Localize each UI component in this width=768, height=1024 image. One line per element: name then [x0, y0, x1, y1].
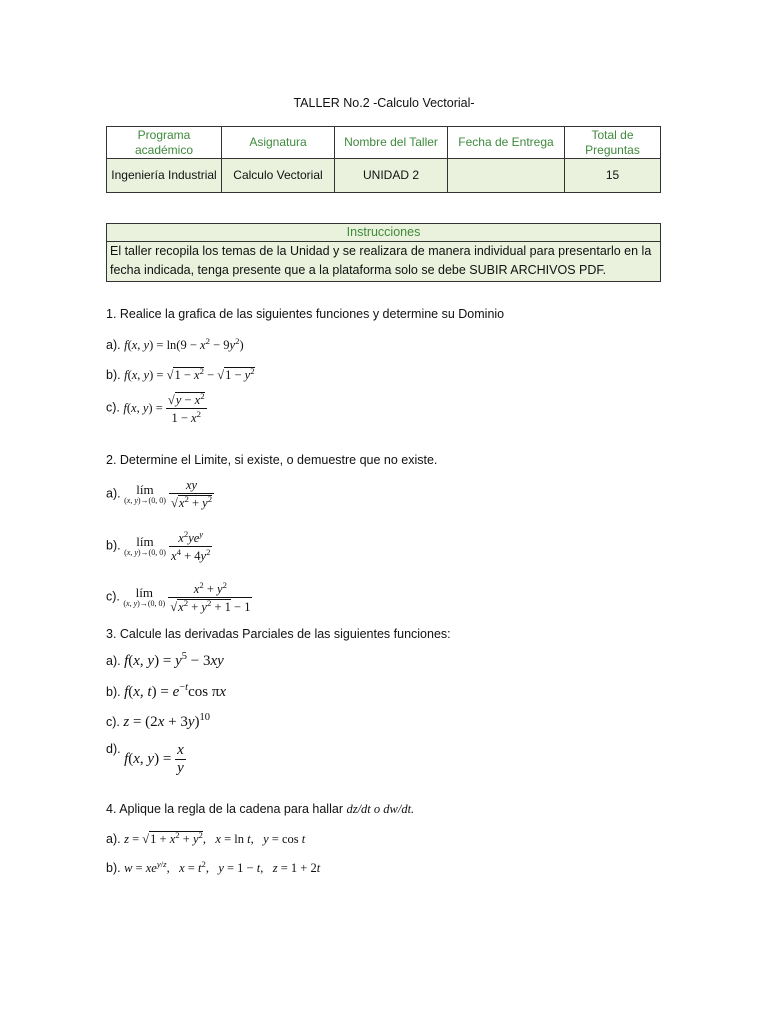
q2-item-c-label: c).: [106, 589, 120, 604]
header-total-preguntas: Total de Preguntas: [565, 127, 661, 159]
q4-item-a-label: a).: [106, 832, 121, 847]
q2-item-b-expr: lím (x, y)→(0, 0) $\frac{x^2ye^y}{x^4 + 4y^2}$: [124, 529, 211, 564]
q4-item-a: [106, 830, 305, 847]
question-2-title: 2. Determine el Limite, si existe, o demuestre que no existe.: [106, 453, 438, 467]
question-4-title-math: dz/dt o dw/dt.: [346, 802, 415, 816]
q2-item-a: [106, 478, 214, 511]
instructions-text: El taller recopila los temas de la Unidad y se realizara de manera individual para presentarlo en la fecha indicada, tenga presente que a la plataforma solo se debe SUBIR ARCHIVOS PDF.: [107, 242, 660, 281]
value-total-preguntas: 15: [565, 159, 661, 193]
question-1-title: 1. Realice la grafica de las siguientes funciones y determine su Dominio: [106, 307, 505, 321]
info-table: [106, 126, 661, 193]
q3-item-a: [106, 651, 224, 670]
header-nombre-taller: Nombre del Taller: [335, 127, 448, 159]
q1-item-c-expr: f(x, y) = $\frac{√y - x^2}{1 - x^2}$: [123, 391, 205, 426]
instructions-box: [106, 223, 661, 282]
q3-item-a-expr: f(x, $y) = y^5 - 3xy$: [124, 651, 224, 669]
value-programa: Ingeniería Industrial: [107, 159, 222, 193]
q4-item-a-expr: $z = √1 + x^2 + y^2$, x = ln t, y = cos t: [124, 830, 306, 847]
info-table-header-row: [107, 127, 661, 159]
q1-item-c-label: c).: [106, 400, 120, 415]
q3-item-d-expr: f(x, y) = $\frac{x}{y}$: [124, 742, 184, 776]
value-asignatura: Calculo Vectorial: [222, 159, 335, 193]
q1-item-a-label: a).: [106, 338, 121, 353]
q1-item-b-expr: f(x, $y) = √1 - x^2 - √1 - y^2$: [124, 366, 255, 383]
header-asignatura: Asignatura: [222, 127, 335, 159]
value-fecha-entrega: [448, 159, 565, 193]
q1-item-b-label: b).: [106, 368, 121, 383]
q2-item-b-label: b).: [106, 538, 121, 553]
q2-item-c-expr: lím (x, y)→(0, 0) $\frac{x^2 + y^2}{√x^2 + y^2 + 1 - 1}$: [123, 580, 251, 615]
q3-item-b: [106, 682, 226, 701]
q1-item-b: [106, 366, 255, 383]
header-programa: Programa académico: [107, 127, 222, 159]
q3-item-c: [106, 712, 210, 731]
q4-item-b: [106, 859, 320, 876]
q2-item-c: [106, 580, 252, 615]
q2-item-a-label: a).: [106, 486, 121, 501]
q3-item-d-label: d).: [106, 742, 121, 756]
q1-item-a: [106, 336, 244, 353]
header-fecha-entrega: Fecha de Entrega: [448, 127, 565, 159]
page-title: TALLER No.2 -Calculo Vectorial-: [293, 96, 475, 110]
q1-item-a-expr: f(x, $y) = \ln(9 - x^2 - 9y^2)$: [124, 336, 244, 353]
q3-item-b-label: b).: [106, 685, 121, 699]
q4-item-b-label: b).: [106, 861, 121, 876]
q3-item-b-expr: f(x, $t) = e^{-t}\cos$ πx: [124, 682, 227, 700]
question-4-title: [106, 802, 414, 817]
q3-item-a-label: a).: [106, 654, 121, 668]
instructions-heading: Instrucciones: [107, 224, 660, 242]
q2-item-a-expr: lím (x, y)→(0, 0) $\frac{xy}{√x^2 + y^2}$: [124, 478, 213, 511]
info-table-value-row: [107, 159, 661, 193]
q3-item-d: [106, 742, 186, 777]
q2-item-b: [106, 529, 212, 564]
q4-item-b-expr: $w = xe^{y/z}$, $x = t^2$, y = 1 − t, z = 1 + 2t: [124, 859, 321, 876]
value-nombre-taller: UNIDAD 2: [335, 159, 448, 193]
q1-item-c: [106, 391, 207, 426]
question-4-title-text: 4. Aplique la regla de la cadena para hallar: [106, 802, 343, 816]
question-3-title: 3. Calcule las derivadas Parciales de las siguientes funciones:: [106, 627, 451, 641]
q3-item-c-label: c).: [106, 715, 120, 729]
q3-item-c-expr: $z = (2x + 3y)^{10}$: [123, 712, 210, 730]
